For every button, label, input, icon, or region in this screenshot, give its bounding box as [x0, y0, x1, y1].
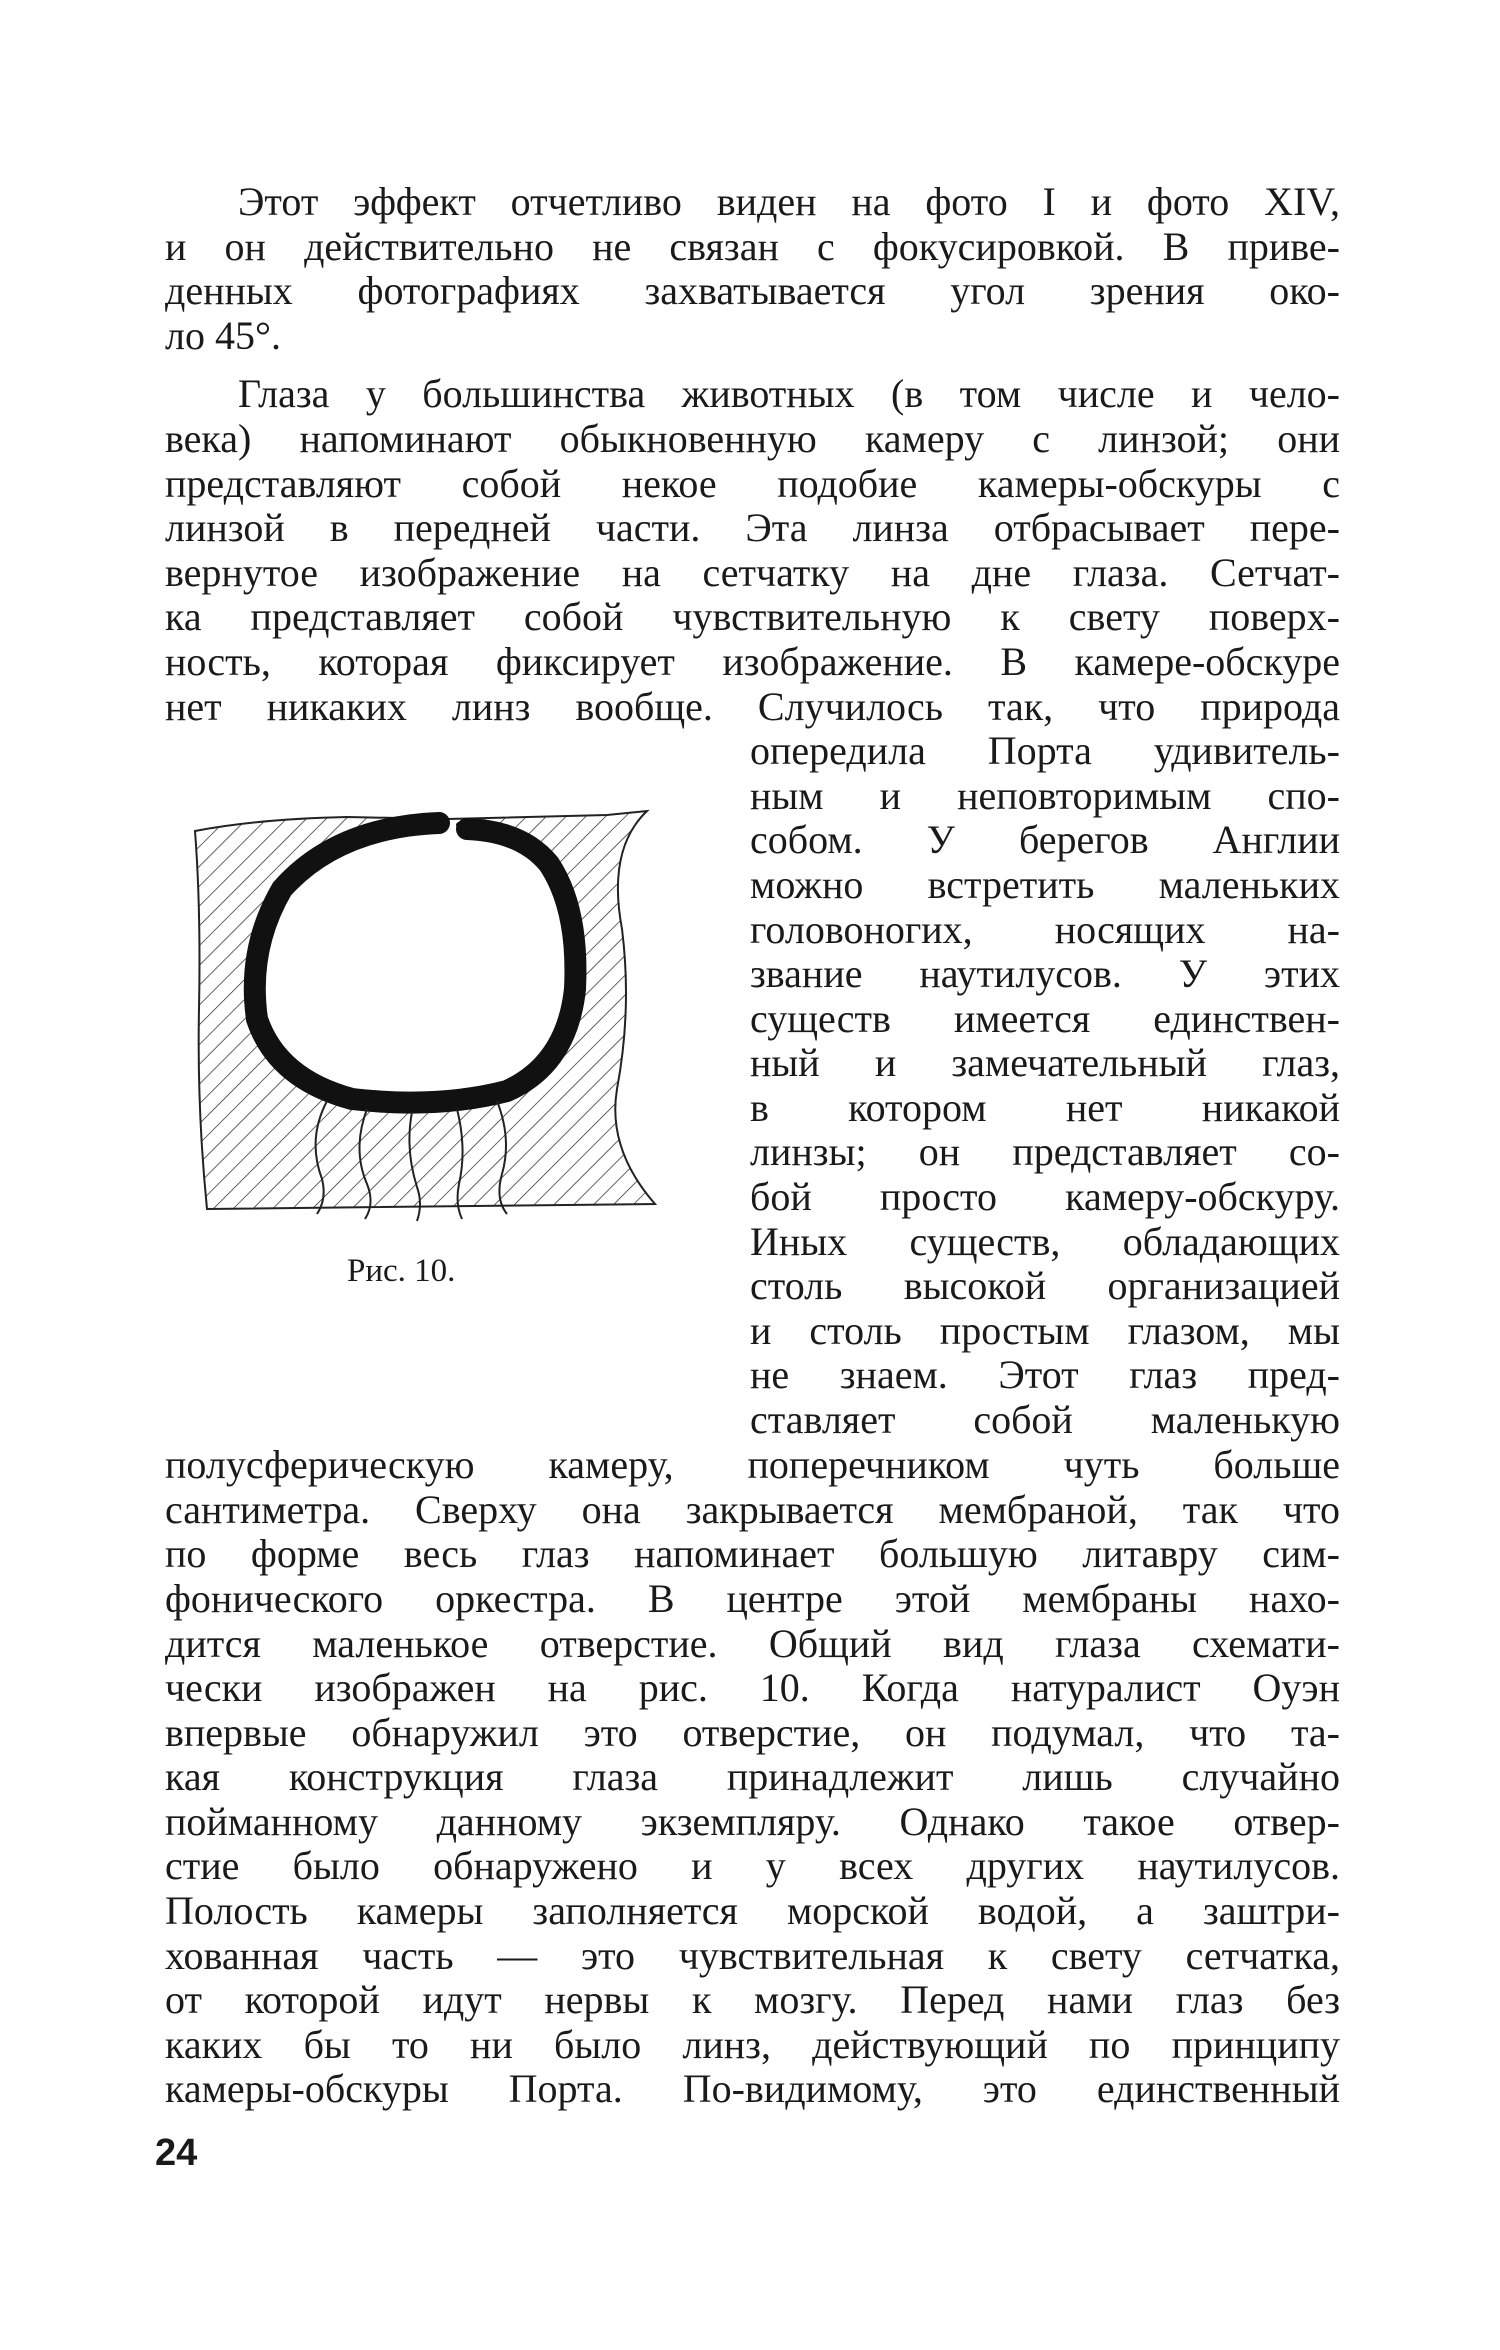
text-line: линзой в передней части. Эта линза отбрасывает пере- [165, 506, 1340, 551]
text-line: опередила Порта удивитель- [750, 729, 1340, 774]
text-line: существ имеется единствен- [750, 996, 1340, 1041]
paragraph-1 [165, 180, 1340, 358]
text-line: фонического оркестра. В центре этой мембраны нахо- [165, 1576, 1340, 1621]
text-line: и он действительно не связан с фокусировкой. В приве- [165, 224, 1340, 269]
text-line: кая конструкция глаза принадлежит лишь случайно [165, 1755, 1340, 1800]
text-line: дится маленькое отверстие. Общий вид глаза схемати- [165, 1621, 1340, 1666]
text-line: собом. У берегов Англии [750, 818, 1340, 863]
text-line: Этот эффект отчетливо виден на фото I и фото XIV, [238, 180, 1340, 224]
text-line: ным и неповторимым спо- [750, 773, 1340, 818]
eye-chamber [255, 823, 576, 1103]
text-line: можно встретить маленьких [750, 862, 1340, 907]
text-line: ка представляет собой чувствительную к свету поверх- [165, 595, 1340, 640]
text-line: хованная часть — это чувствительная к свету сетчатка, [165, 1933, 1340, 1978]
text-line: Глаза у большинства животных (в том числе и чело- [238, 372, 1340, 417]
text-line: бой просто камеру-обскуру. [750, 1175, 1340, 1220]
text-line: века) напоминают обыкновенную камеру с линзой; они [165, 416, 1340, 461]
text-line: Полость камеры заполняется морской водой, а заштри- [165, 1889, 1340, 1934]
text-line: линзы; он представляет со- [750, 1130, 1340, 1175]
text-line: и столь простым глазом, мы [750, 1308, 1340, 1353]
text-line: ставляет собой маленькую [750, 1398, 1340, 1443]
nautilus-eye-illustration [177, 809, 697, 1229]
text-line: вернутое изображение на сетчатку на дне глаза. Сетчат- [165, 550, 1340, 595]
figure-block [165, 729, 1340, 1443]
wrapped-text-column [750, 729, 1340, 1443]
text-line: стие было обнаружено и у всех других наутилусов. [165, 1844, 1340, 1889]
page-number: 24 [155, 2132, 198, 2174]
text-line: денных фотографиях захватывается угол зрения око- [165, 269, 1340, 314]
text-line: не знаем. Этот глаз пред- [750, 1353, 1340, 1398]
text-line: впервые обнаружил это отверстие, он подумал, что та- [165, 1710, 1340, 1755]
text-line: Иных существ, обладающих [750, 1219, 1340, 1264]
paragraph-2 [165, 372, 1340, 2112]
text-line: по форме весь глаз напоминает большую литавру сим- [165, 1532, 1340, 1577]
text-line: полусферическую камеру, поперечником чуть больше [165, 1443, 1340, 1488]
page-body [165, 180, 1340, 2112]
text-line: головоногих, носящих на- [750, 907, 1340, 952]
text-line: в котором нет никакой [750, 1085, 1340, 1130]
text-line: сантиметра. Сверху она закрывается мембраной, так что [165, 1487, 1340, 1532]
figure-caption: Рис. 10. [347, 1253, 456, 1290]
text-line: ло 45°. [165, 313, 281, 358]
text-line: столь высокой организацией [750, 1264, 1340, 1309]
text-line: звание наутилусов. У этих [750, 952, 1340, 997]
text-line: камеры-обскуры Порта. По-видимому, это единственный [165, 2067, 1340, 2112]
text-line: каких бы то ни было линз, действующий по принципу [165, 2022, 1340, 2067]
text-line: ность, которая фиксирует изображение. В камере-обскуре [165, 639, 1340, 684]
text-line: от которой идут нервы к мозгу. Перед нами глаз без [165, 1978, 1340, 2023]
text-line: чески изображен на рис. 10. Когда натуралист Оуэн [165, 1666, 1340, 1711]
text-line: нет никаких линз вообще. Случилось так, что природа [165, 684, 1340, 729]
text-line: пойманному данному экземпляру. Однако такое отвер- [165, 1799, 1340, 1844]
figure-10 [165, 729, 705, 1443]
text-line: ный и замечательный глаз, [750, 1041, 1340, 1086]
text-line: представляют собой некое подобие камеры-обскуры с [165, 461, 1340, 506]
